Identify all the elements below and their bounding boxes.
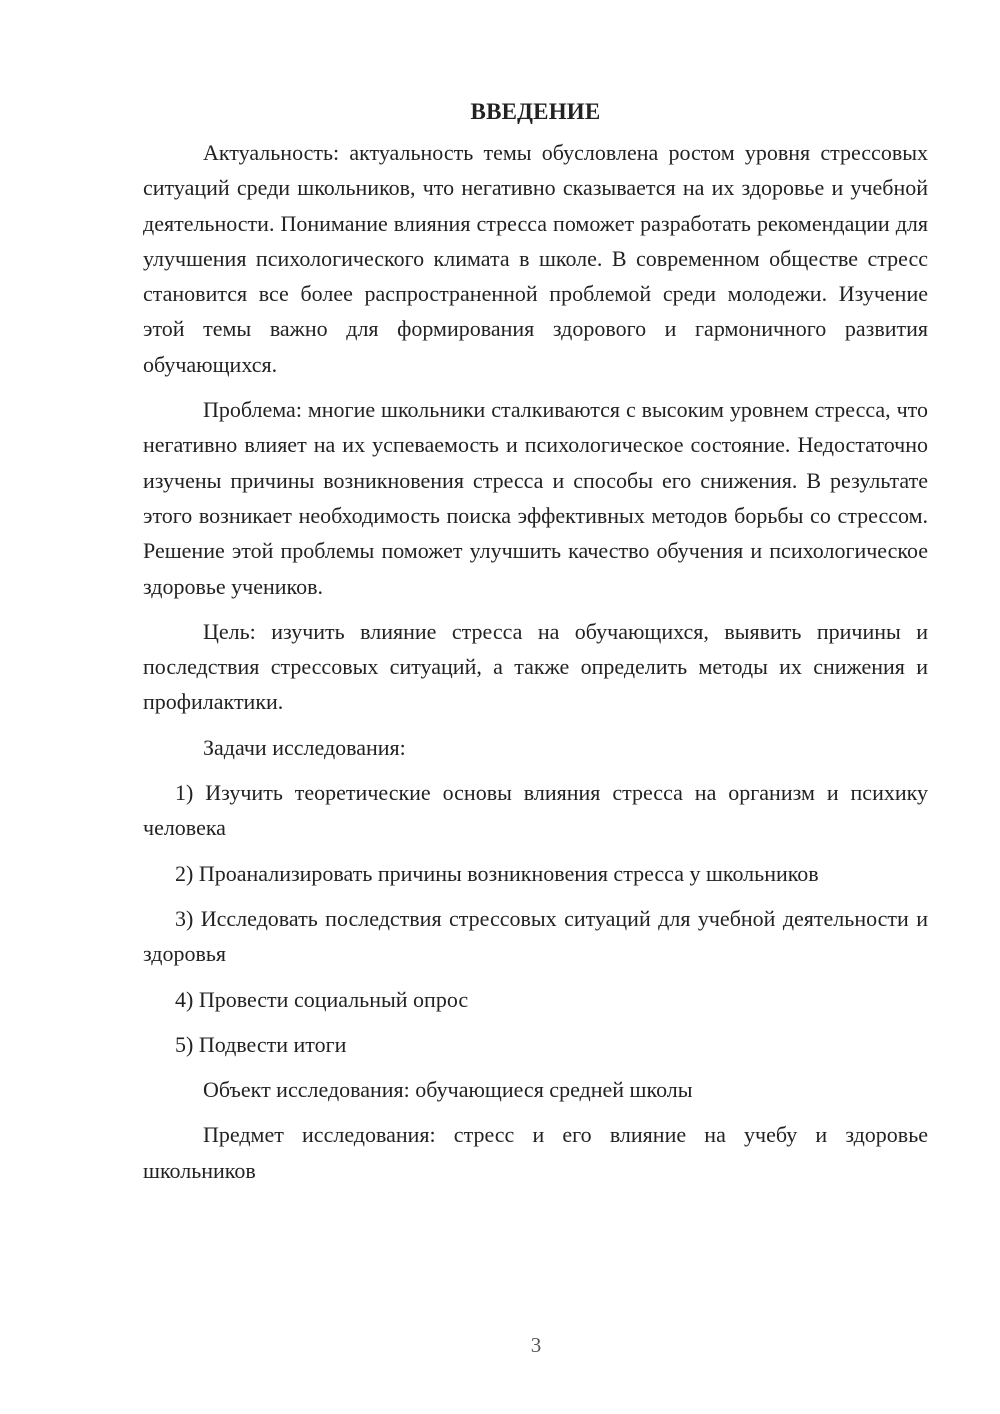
section-title: ВВЕДЕНИЕ <box>470 99 601 124</box>
task-item-5: 5) Подвести итоги <box>175 1031 347 1057</box>
research-subject: Предмет исследования: стресс и его влияние на учебу и здоровье школьников <box>143 1122 928 1183</box>
task-item-3: 3) Исследовать последствия стрессовых ситуаций для учебной деятельности и здоровья <box>143 905 928 967</box>
research-object: Объект исследования: обучающиеся средней школы <box>203 1077 693 1103</box>
task-item-1: 1) Изучить теоретические основы влияния стресса на организм и психику человека <box>143 780 928 841</box>
task-item-2: 2) Проанализировать причины возникновения стресса у школьников <box>175 860 819 886</box>
page-number: 3 <box>530 1333 542 1357</box>
task-item-4: 4) Провести социальный опрос <box>175 986 469 1012</box>
relevance-paragraph: Актуальность: актуальность темы обусловлена ростом уровня стрессовых ситуаций среди школьников, что негативно сказывается на их здоровье и учебной деятельности. Понимание влияния стресса поможет разработать рекомендации для улучшения психологического климата в школе. В современном обществе стресс становится все более распространенной проблемой среди молодежи. Изучение этой темы важно для формирования здорового и гармоничного развития обучающихся. <box>143 140 928 377</box>
goal-paragraph: Цель: изучить влияние стресса на обучающихся, выявить причины и последствия стрессовых ситуаций, а также определить методы их снижения и профилактики. <box>143 618 928 715</box>
problem-paragraph: Проблема: многие школьники сталкиваются с высоким уровнем стресса, что негативно влияет на их успеваемость и психологическое состояние. Недостаточно изучены причины возникновения стресса и способы его снижения. В результате этого возникает необходимость поиска эффективных методов борьбы со стрессом. Решение этой проблемы поможет улучшить качество обучения и психологическое здоровье учеников. <box>143 397 928 599</box>
tasks-heading: Задачи исследования: <box>203 734 406 760</box>
